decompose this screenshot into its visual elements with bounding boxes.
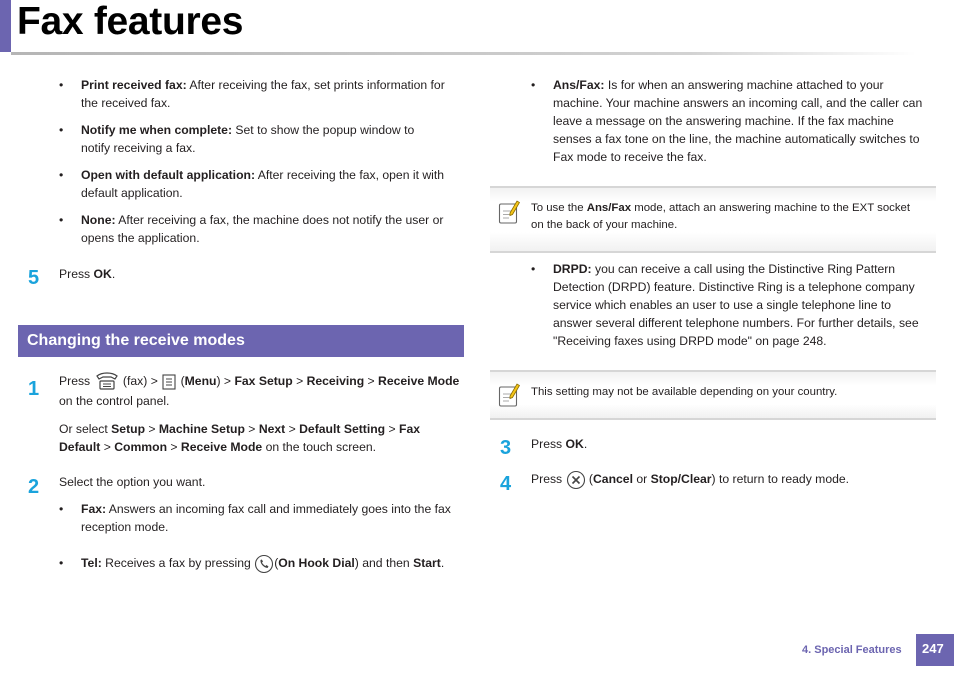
chapter-label: 4. Special Features — [802, 644, 902, 656]
step-text-alt: Or select Setup > Machine Setup > Next > Default Setting > Fax Default > Common > Receive Mode on the touch screen. — [59, 422, 421, 454]
menu-icon — [161, 373, 177, 391]
page-number-badge — [916, 634, 954, 666]
memo-pencil-icon — [498, 382, 520, 408]
page-number: 247 — [922, 641, 944, 656]
section-heading-text: Changing the receive modes — [27, 332, 245, 349]
page-title: Fax features — [17, 0, 244, 43]
handset-icon — [254, 554, 274, 574]
note-text: To use the Ans/Fax mode, attach an answering machine to the EXT socket on the back of your machine. — [531, 202, 911, 231]
section-heading — [18, 325, 464, 357]
option-label: Notify me when complete: — [81, 123, 233, 137]
step-text: Press OK. — [59, 267, 116, 281]
step-text: Select the option you want. — [59, 475, 206, 489]
step-text: Press OK. — [531, 437, 588, 451]
step-text: Press (Cancel or Stop/Clear) to return to ready mode. — [531, 470, 849, 490]
option-text: Set to show the popup window to — [232, 123, 415, 137]
title-divider — [11, 52, 916, 55]
step-text: Press (fax) > (Menu) > Fax Setup > Receiving > Receive Mode on the control panel. — [59, 372, 467, 410]
fax-icon — [94, 372, 120, 392]
option-text-cont: the received fax. — [81, 96, 171, 110]
note-box — [490, 186, 936, 253]
bullet-dot: • — [59, 213, 64, 227]
option-text: After receiving the fax, set prints information for — [186, 78, 445, 92]
option-text-cont: notify receiving a fax. — [81, 141, 196, 155]
cancel-x-icon — [566, 470, 586, 490]
title-accent-bar — [0, 0, 11, 52]
bullet-dot: • — [531, 78, 536, 92]
step-number: 1 — [28, 378, 40, 400]
option-label: Open with default application: — [81, 168, 256, 182]
note-box — [490, 370, 936, 420]
option-text: After receiving a fax, the machine does not notify the user or — [115, 213, 444, 227]
option-label: Print received fax: — [81, 78, 187, 92]
option-label: None: — [81, 213, 116, 227]
bullet-dot: • — [59, 78, 64, 92]
step-number: 5 — [28, 267, 40, 289]
bullet-dot: • — [59, 556, 64, 570]
memo-pencil-icon — [498, 199, 520, 225]
bullet-dot: • — [59, 502, 64, 516]
option-text-cont: opens the application. — [81, 231, 200, 245]
step-number: 2 — [28, 476, 40, 498]
note-text: This setting may not be available depending on your country. — [531, 386, 838, 398]
bullet-dot: • — [531, 262, 536, 276]
bullet-dot: • — [59, 168, 64, 182]
option-text-cont: default application. — [81, 186, 183, 200]
bullet-dot: • — [59, 123, 64, 137]
step-number: 3 — [500, 437, 512, 459]
option-text: After receiving the fax, open it with — [255, 168, 445, 182]
step-number: 4 — [500, 473, 512, 495]
